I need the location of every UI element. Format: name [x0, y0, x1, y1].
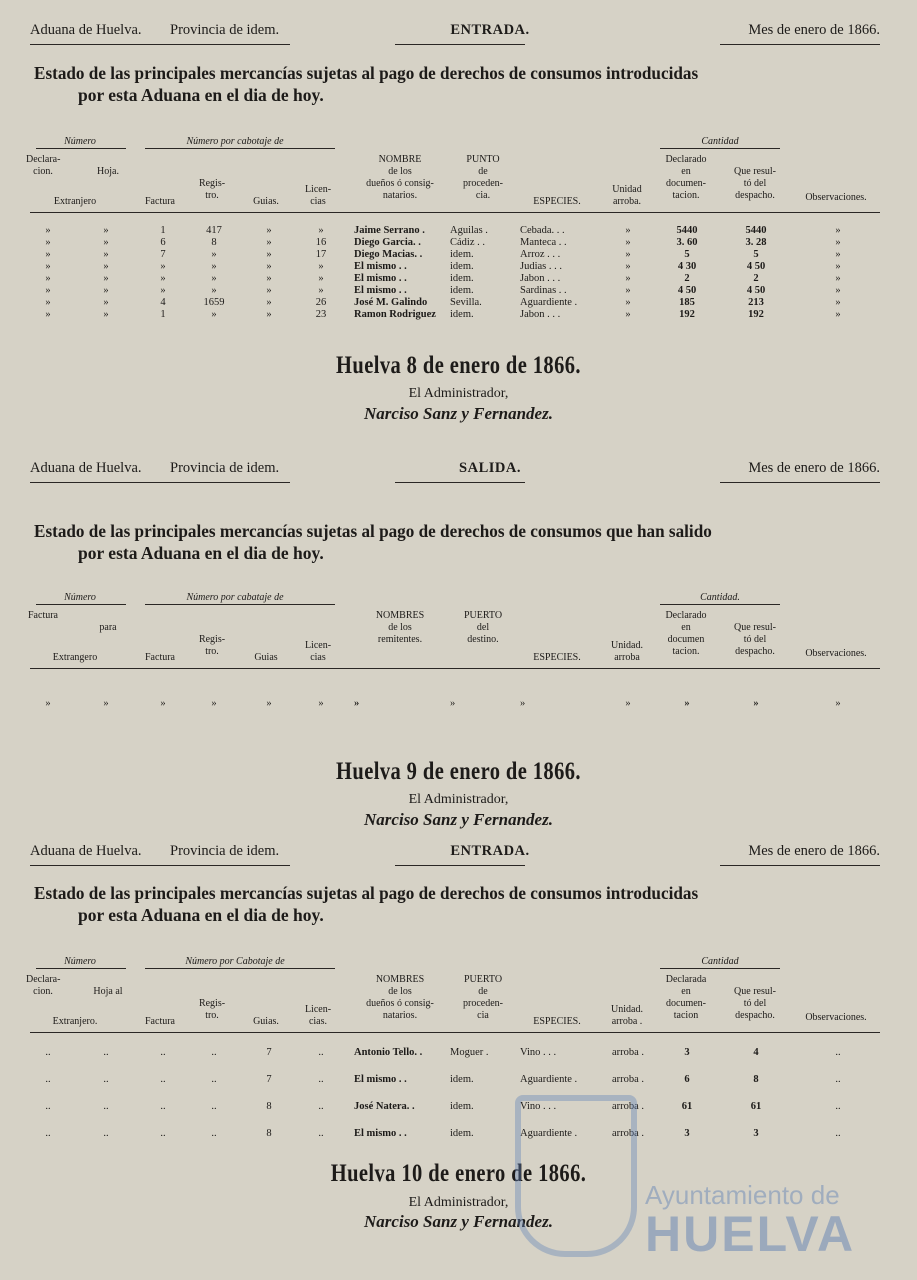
- table-cell: »: [835, 225, 841, 236]
- table-cell: »: [625, 273, 631, 284]
- title-line2: por esta Aduana en el dia de hoy.: [78, 905, 324, 925]
- table-cell: idem.: [450, 285, 474, 296]
- administrator-label: El Administrador,: [408, 792, 509, 807]
- table-cell: »: [45, 273, 51, 284]
- header-provincia: Provincia de idem.: [170, 843, 280, 859]
- table-cell: 8: [266, 1101, 272, 1112]
- table-cell: idem.: [450, 1128, 474, 1139]
- table-cell: 5440: [745, 225, 767, 236]
- table-cell: »: [835, 285, 841, 296]
- table-cell: 5440: [676, 225, 698, 236]
- table-cell: Aguilas .: [450, 225, 488, 236]
- watermark-line2: HUELVA: [645, 1206, 856, 1262]
- rule-cantidad: [660, 604, 780, 605]
- table-cell: ..: [318, 1047, 324, 1058]
- place-date: Huelva 8 de enero de 1866.: [336, 352, 581, 379]
- table-cell: Cebada. . .: [520, 225, 565, 236]
- table-cell: »: [103, 698, 109, 709]
- table-cell: »: [318, 261, 324, 272]
- table-cell: arroba .: [611, 1101, 645, 1112]
- table-cell: 185: [679, 297, 695, 308]
- column-header-cantidad: Cantidad.: [700, 592, 740, 603]
- header-rule-left: [30, 482, 290, 483]
- table-cell: »: [211, 285, 217, 296]
- table-cell: ..: [318, 1074, 324, 1085]
- watermark-line1: Ayuntamiento de: [645, 1180, 840, 1210]
- table-cell: 3: [684, 1128, 690, 1139]
- table-cell: idem.: [450, 309, 474, 320]
- column-header-numero: Número: [64, 136, 96, 147]
- table-cell: El mismo . .: [354, 273, 407, 284]
- table-cell: »: [753, 698, 759, 709]
- header-rule-center: [395, 44, 525, 45]
- column-header-factura: Factura: [145, 1016, 175, 1027]
- column-header-numero: Número: [64, 592, 96, 603]
- administrator-label: El Administrador,: [408, 1195, 509, 1210]
- table-cell: »: [103, 309, 109, 320]
- table-cell: »: [625, 249, 631, 260]
- column-header-nombre: NOMBRES de los remitentes.: [375, 610, 425, 645]
- table-cell: Jabon . . .: [520, 273, 561, 284]
- table-cell: 192: [748, 309, 764, 320]
- table-cell: José M. Galindo: [354, 297, 428, 308]
- header-rule-left: [30, 44, 290, 45]
- table-cell: idem.: [450, 1101, 474, 1112]
- table-cell: Moguer .: [450, 1047, 489, 1058]
- table-cell: idem.: [450, 273, 474, 284]
- table-cell: »: [45, 698, 51, 709]
- table-cell: 5: [753, 249, 759, 260]
- administrator-label: El Administrador,: [408, 386, 509, 401]
- column-header-extranjero: Extrangero: [52, 652, 98, 663]
- table-cell: 192: [679, 309, 695, 320]
- table-cell: 2: [753, 273, 759, 284]
- column-header-rule: [30, 212, 880, 213]
- column-header-punto: PUERTO de proceden- cia: [463, 974, 503, 1021]
- column-header-guias: Guias: [254, 652, 278, 663]
- table-cell: Sardinas . .: [520, 285, 567, 296]
- table-cell: »: [211, 309, 217, 320]
- table-cell: »: [266, 285, 272, 296]
- column-header-licencias: Licen- cias: [304, 184, 332, 207]
- header-mes: Mes de enero de 1866.: [748, 22, 880, 38]
- rule-cabotaje: [145, 604, 335, 605]
- table-cell: »: [103, 285, 109, 296]
- column-header-registro: Regis- tro.: [198, 998, 226, 1021]
- table-cell: Cádiz . .: [450, 237, 485, 248]
- table-cell: »: [211, 698, 217, 709]
- header-rule-right: [720, 44, 880, 45]
- table-cell: Aguardiente .: [520, 1128, 578, 1139]
- table-cell: »: [211, 249, 217, 260]
- column-header-punto: PUNTO de proceden- cia.: [463, 154, 503, 201]
- table-cell: 2: [684, 273, 690, 284]
- rule-cantidad: [660, 968, 780, 969]
- header-aduana: Aduana de Huelva.: [30, 843, 142, 859]
- table-cell: »: [211, 273, 217, 284]
- table-cell: El mismo . .: [354, 261, 407, 272]
- rule-cabotaje: [145, 148, 335, 149]
- table-cell: »: [211, 261, 217, 272]
- table-cell: »: [45, 297, 51, 308]
- header-mes: Mes de enero de 1866.: [748, 460, 880, 476]
- table-cell: »: [45, 225, 51, 236]
- table-cell: 213: [748, 297, 764, 308]
- column-header-cabotaje: Número por cabataje de: [186, 592, 284, 603]
- table-cell: ..: [835, 1128, 841, 1139]
- table-cell: José Natera. .: [354, 1101, 415, 1112]
- table-cell: »: [625, 261, 631, 272]
- table-cell: »: [835, 698, 841, 709]
- table-cell: »: [354, 698, 360, 709]
- table-cell: »: [103, 225, 109, 236]
- header-provincia: Provincia de idem.: [170, 22, 280, 38]
- table-cell: idem.: [450, 261, 474, 272]
- column-header-especies: ESPECIES.: [533, 196, 581, 207]
- column-header-especies: ESPECIES.: [533, 652, 581, 663]
- table-row: [30, 1047, 890, 1060]
- column-header-nombre: NOMBRE de los dueños ó consig- natarios.: [366, 154, 434, 201]
- table-cell: »: [684, 698, 690, 709]
- table-cell: ..: [45, 1074, 51, 1085]
- table-cell: ..: [45, 1101, 51, 1112]
- table-cell: »: [835, 273, 841, 284]
- table-cell: »: [318, 698, 324, 709]
- table-cell: »: [266, 261, 272, 272]
- column-header-observaciones: Observaciones.: [805, 1012, 867, 1023]
- column-header-resulto: Que resul- tó del despacho.: [734, 622, 776, 657]
- table-cell: »: [835, 297, 841, 308]
- table-cell: ..: [211, 1101, 217, 1112]
- table-cell: 4 50: [746, 285, 766, 296]
- table-cell: »: [160, 261, 166, 272]
- table-cell: »: [625, 309, 631, 320]
- table-cell: »: [266, 237, 272, 248]
- table-cell: »: [835, 261, 841, 272]
- table-cell: Antonio Tello. .: [354, 1047, 423, 1058]
- column-header-cantidad: Cantidad: [701, 136, 739, 147]
- place-date: Huelva 9 de enero de 1866.: [336, 758, 581, 785]
- table-cell: Vino . . .: [520, 1101, 557, 1112]
- table-cell: Jabon . . .: [520, 309, 561, 320]
- column-header-declarado: Declarado en documen- tacion.: [665, 154, 707, 201]
- table-cell: 16: [315, 237, 327, 248]
- table-cell: 3: [753, 1128, 759, 1139]
- table-cell: ..: [103, 1074, 109, 1085]
- table-cell: 26: [315, 297, 327, 308]
- column-header-extranjero: Extranjero.: [52, 1016, 98, 1027]
- table-cell: »: [266, 225, 272, 236]
- column-header-guias: Guias.: [253, 196, 279, 207]
- column-header-registro: Regis- tro.: [198, 178, 226, 201]
- header-tipo: ENTRADA.: [450, 843, 530, 859]
- table-cell: »: [318, 285, 324, 296]
- table-cell: »: [103, 273, 109, 284]
- column-header-unidad: Unidad arroba.: [612, 184, 642, 207]
- table-cell: »: [103, 237, 109, 248]
- table-cell: ..: [160, 1101, 166, 1112]
- column-header-especies: ESPECIES.: [533, 1016, 581, 1027]
- table-cell: »: [625, 297, 631, 308]
- coat-of-arms-icon: [515, 1095, 637, 1257]
- table-cell: Aguardiente .: [520, 297, 578, 308]
- header-tipo: ENTRADA.: [450, 22, 530, 38]
- table-cell: idem.: [450, 1074, 474, 1085]
- table-cell: »: [625, 225, 631, 236]
- table-cell: 1: [160, 309, 166, 320]
- column-header-rule: [30, 668, 880, 669]
- table-cell: El mismo . .: [354, 1074, 407, 1085]
- table-cell: »: [625, 237, 631, 248]
- table-cell: Sevilla.: [450, 297, 482, 308]
- header-mes: Mes de enero de 1866.: [748, 843, 880, 859]
- table-cell: 6: [684, 1074, 690, 1085]
- table-cell: idem.: [450, 249, 474, 260]
- table-cell: »: [45, 249, 51, 260]
- table-cell: »: [318, 273, 324, 284]
- table-cell: ..: [318, 1101, 324, 1112]
- signature: Narciso Sanz y Fernandez.: [364, 404, 553, 423]
- table-cell: »: [625, 285, 631, 296]
- column-header-hoja: Hoja al: [93, 986, 123, 997]
- table-cell: 8: [211, 237, 217, 248]
- rule-numero: [36, 968, 126, 969]
- table-cell: »: [103, 249, 109, 260]
- watermark: [505, 1085, 865, 1265]
- column-header-declarado: Declarada en documen- tacion: [665, 974, 707, 1021]
- table-cell: 61: [681, 1101, 693, 1112]
- table-cell: Manteca . .: [520, 237, 567, 248]
- column-header-numero: Número: [64, 956, 96, 967]
- table-cell: »: [266, 309, 272, 320]
- column-header-resulto: Que resul- tó del despacho.: [734, 986, 776, 1021]
- title-line1: Estado de las principales mercancías sujetas al pago de derechos de consumos que han salido: [34, 521, 712, 541]
- section-header: [30, 460, 880, 484]
- table-cell: ..: [45, 1128, 51, 1139]
- header-rule-left: [30, 865, 290, 866]
- table-cell: »: [160, 273, 166, 284]
- table-cell: Diego Garcia. .: [354, 237, 421, 248]
- column-header-declaracion: Declara- cion.: [26, 974, 61, 997]
- column-header-factura: Factura: [145, 652, 175, 663]
- table-cell: 6: [160, 237, 166, 248]
- table-cell: 3. 60: [676, 237, 698, 248]
- table-cell: »: [835, 309, 841, 320]
- header-provincia: Provincia de idem.: [170, 460, 280, 476]
- table-cell: »: [160, 285, 166, 296]
- section-title: [34, 520, 884, 564]
- table-cell: »: [45, 237, 51, 248]
- title-line1: Estado de las principales mercancías sujetas al pago de derechos de consumos introducidas: [34, 883, 699, 903]
- rule-numero: [36, 148, 126, 149]
- table-cell: El mismo . .: [354, 1128, 407, 1139]
- table-cell: 4 30: [677, 261, 697, 272]
- column-header-nombre: NOMBRES de los dueños ó consig- natarios.: [366, 974, 434, 1021]
- column-header-observaciones: Observaciones.: [805, 648, 867, 659]
- table-cell: »: [266, 698, 272, 709]
- column-header-extranjero: Extranjero: [53, 196, 97, 207]
- table-cell: ..: [45, 1047, 51, 1058]
- table-cell: 7: [266, 1047, 272, 1058]
- column-header-registro: Regis- tro.: [198, 634, 226, 657]
- table-cell: 3: [684, 1047, 690, 1058]
- table-cell: ..: [160, 1047, 166, 1058]
- table-cell: ..: [835, 1101, 841, 1112]
- table-cell: 1659: [203, 297, 225, 308]
- table-cell: 23: [315, 309, 327, 320]
- table-cell: »: [266, 297, 272, 308]
- column-header-hoja: para: [99, 622, 117, 633]
- title-line2: por esta Aduana en el dia de hoy.: [78, 85, 324, 105]
- title-line1: Estado de las principales mercancías sujetas al pago de derechos de consumos introducidas: [34, 63, 699, 83]
- place-date: Huelva 10 de enero de 1866.: [330, 1160, 587, 1187]
- table-cell: ..: [103, 1128, 109, 1139]
- table-cell: 4: [753, 1047, 759, 1058]
- table-cell: 3. 28: [745, 237, 767, 248]
- table-cell: 7: [266, 1074, 272, 1085]
- table-cell: Jaime Serrano .: [354, 225, 425, 236]
- table-cell: 61: [750, 1101, 762, 1112]
- column-header-observaciones: Observaciones.: [805, 192, 867, 203]
- column-header-resulto: Que resul- tó del despacho.: [734, 166, 776, 201]
- table-cell: ..: [211, 1074, 217, 1085]
- table-cell: ..: [835, 1074, 841, 1085]
- table-cell: »: [160, 698, 166, 709]
- table-cell: arroba .: [611, 1128, 645, 1139]
- table-cell: Aguardiente .: [520, 1074, 578, 1085]
- column-header-rule: [30, 1032, 880, 1033]
- table-cell: 1: [160, 225, 166, 236]
- table-cell: ..: [211, 1128, 217, 1139]
- table-cell: Ramon Rodriguez: [354, 309, 436, 320]
- header-rule-center: [395, 865, 525, 866]
- table-cell: 417: [206, 225, 222, 236]
- column-header-cabotaje: Número por cabotaje de: [186, 136, 284, 147]
- table-cell: ..: [318, 1128, 324, 1139]
- header-aduana: Aduana de Huelva.: [30, 460, 142, 476]
- table-cell: »: [45, 285, 51, 296]
- table-cell: ..: [160, 1128, 166, 1139]
- table-cell: »: [318, 225, 324, 236]
- table-cell: »: [45, 261, 51, 272]
- header-aduana: Aduana de Huelva.: [30, 22, 142, 38]
- table-cell: »: [45, 309, 51, 320]
- header-rule-right: [720, 482, 880, 483]
- table-cell: ..: [103, 1047, 109, 1058]
- table-cell: Diego Macias. .: [354, 249, 423, 260]
- table-cell: »: [520, 698, 526, 709]
- table-cell: »: [266, 249, 272, 260]
- table-cell: ..: [835, 1047, 841, 1058]
- table-row: [30, 309, 890, 322]
- table-row: [30, 698, 890, 711]
- table-cell: 4 50: [677, 285, 697, 296]
- table-cell: 8: [266, 1128, 272, 1139]
- table-cell: 17: [315, 249, 327, 260]
- table-cell: 7: [160, 249, 166, 260]
- column-header-declaracion: Declara- cion.: [26, 154, 61, 177]
- table-cell: 8: [753, 1074, 759, 1085]
- column-header-unidad: Unidad. arroba: [611, 640, 643, 663]
- header-rule-center: [395, 482, 525, 483]
- section-header: [30, 22, 880, 46]
- table-cell: arroba .: [611, 1047, 645, 1058]
- title-line2: por esta Aduana en el dia de hoy.: [78, 543, 324, 563]
- column-header-licencias: Licen- cias: [304, 640, 332, 663]
- header-rule-right: [720, 865, 880, 866]
- section-header: [30, 843, 880, 867]
- column-header-punto: PUERTO del destino.: [463, 610, 503, 645]
- table-cell: »: [835, 237, 841, 248]
- table-cell: 5: [684, 249, 690, 260]
- column-header-cabotaje: Número por Cabotaje de: [185, 956, 285, 967]
- section-title: [34, 62, 884, 106]
- signature: Narciso Sanz y Fernandez.: [364, 1212, 553, 1231]
- table-cell: »: [103, 261, 109, 272]
- column-header-declarado: Declarado en documen tacion.: [665, 610, 707, 657]
- column-header-unidad: Unidad. arroba .: [611, 1004, 643, 1027]
- table-cell: »: [266, 273, 272, 284]
- column-header-cantidad: Cantidad: [701, 956, 739, 967]
- column-header-hoja: Hoja.: [97, 166, 119, 177]
- table-cell: Arroz . . .: [520, 249, 561, 260]
- column-header-licencias: Licen- cias.: [304, 1004, 332, 1027]
- rule-cantidad: [660, 148, 780, 149]
- table-cell: ..: [103, 1101, 109, 1112]
- rule-cabotaje: [145, 968, 335, 969]
- header-tipo: SALIDA.: [459, 460, 521, 476]
- table-cell: »: [835, 249, 841, 260]
- column-header-guias: Guias.: [253, 1016, 279, 1027]
- section-title: [34, 882, 884, 926]
- column-header-declaracion: Factura: [28, 610, 58, 621]
- table-cell: ..: [211, 1047, 217, 1058]
- signature: Narciso Sanz y Fernandez.: [364, 810, 553, 829]
- table-cell: El mismo . .: [354, 285, 407, 296]
- table-cell: »: [625, 698, 631, 709]
- table-cell: 4 50: [746, 261, 766, 272]
- table-cell: »: [103, 297, 109, 308]
- table-cell: Vino . . .: [520, 1047, 557, 1058]
- table-cell: Judias . . .: [520, 261, 562, 272]
- rule-numero: [36, 604, 126, 605]
- table-cell: arroba .: [611, 1074, 645, 1085]
- column-header-factura: Factura: [145, 196, 175, 207]
- table-cell: »: [450, 698, 456, 709]
- table-cell: 4: [160, 297, 166, 308]
- table-cell: ..: [160, 1074, 166, 1085]
